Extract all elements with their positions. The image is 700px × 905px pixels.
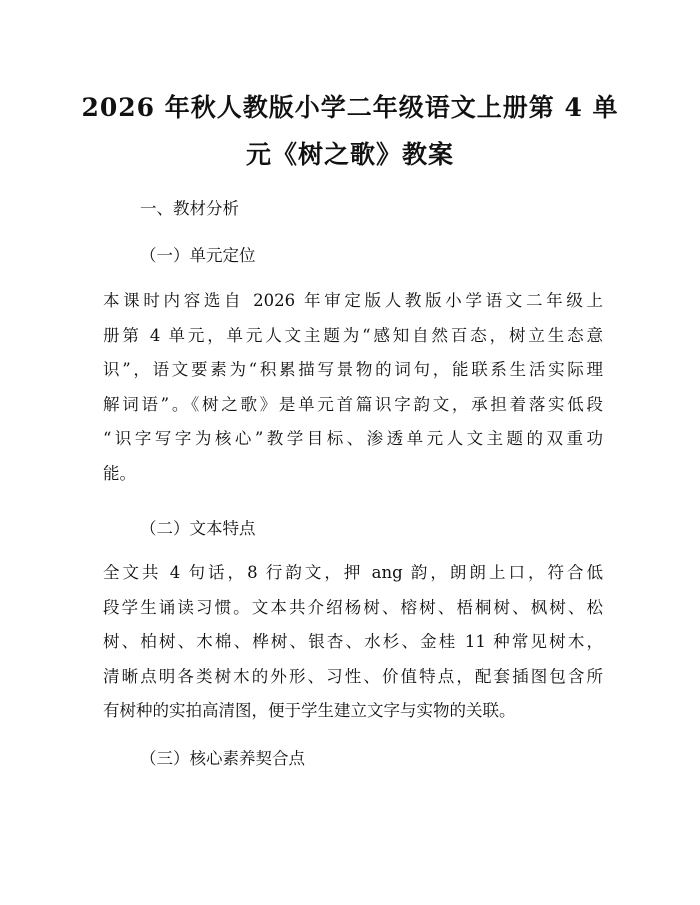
paragraph-line: 树、柏树、木棉、桦树、银杏、水杉、金桂 11 种常见树木， <box>103 632 603 651</box>
subheading-unit-positioning: （一）单元定位 <box>140 246 256 265</box>
document-title-line-1: 2026 年秋人教版小学二年级语文上册第 4 单 <box>81 93 619 122</box>
paragraph-unit-positioning <box>103 284 603 491</box>
paragraph-line: 本课时内容选自 2026 年审定版人教版小学语文二年级上 <box>103 291 603 310</box>
paragraph-text-features <box>103 556 603 729</box>
subheading-core-literacy: （三）核心素养契合点 <box>140 749 305 768</box>
paragraph-line: 段学生诵读习惯。文本共介绍杨树、榕树、梧桐树、枫树、松 <box>103 597 603 617</box>
document-title-line-2: 元《树之歌》教案 <box>245 140 454 169</box>
paragraph-line: 识”，语文要素为“积累描写景物的词句，能联系生活实际理 <box>103 360 603 379</box>
paragraph-line: 全文共 4 句话，8 行韵文，押 ang 韵，朗朗上口，符合低 <box>103 563 603 582</box>
paragraph-line: 清晰点明各类树木的外形、习性、价值特点，配套插图包含所 <box>103 666 603 686</box>
paragraph-line: 能。 <box>103 463 136 483</box>
paragraph-line: 解词语”。《树之歌》是单元首篇识字韵文，承担着落实低段 <box>103 394 603 414</box>
paragraph-line: 有树种的实拍高清图，便于学生建立文字与实物的关联。 <box>103 701 516 720</box>
section-heading-textbook-analysis: 一、教材分析 <box>140 199 239 218</box>
paragraph-line: “识字写字为核心”教学目标、渗透单元人文主题的双重功 <box>103 429 603 448</box>
subheading-text-features: （二）文本特点 <box>140 519 256 538</box>
paragraph-line: 册第 4 单元，单元人文主题为“感知自然百态，树立生态意 <box>103 325 603 345</box>
